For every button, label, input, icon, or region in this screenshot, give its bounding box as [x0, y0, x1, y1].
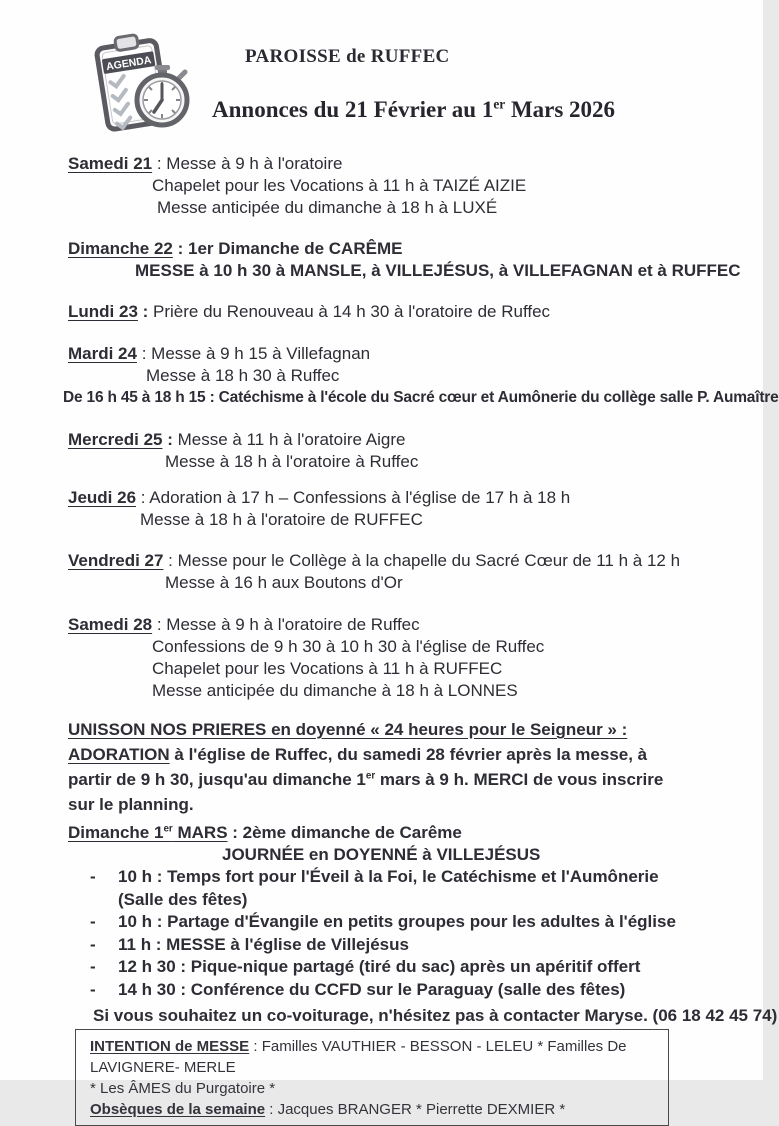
- page-title: [212, 97, 615, 123]
- intention-line: [90, 1036, 658, 1078]
- schedule-bullet: [68, 979, 693, 1002]
- day-label: Dimanche 22: [68, 239, 173, 258]
- separator: :: [265, 1101, 278, 1118]
- catechism-line: [63, 387, 779, 409]
- bullet-text: 10 h : Partage d'Évangile en petits groupes pour les adultes à l'église: [118, 912, 676, 931]
- event-text: MESSE à 10 h 30 à MANSLE, à VILLEJÉSUS, à VILLEFAGNAN et à RUFFEC: [135, 261, 741, 280]
- event-text: Messe anticipée du dimanche à 18 h à LONNES: [152, 681, 518, 700]
- carpool-notice: Si vous souhaitez un co-voiturage, n'hésitez pas à contacter Maryse. (06 18 42 45 74): [93, 1006, 778, 1025]
- day-label-pre: Dimanche 1: [68, 823, 164, 842]
- event-line: [68, 175, 693, 197]
- event-text: JOURNÉE en DOYENNÉ à VILLEJÉSUS: [222, 845, 541, 864]
- day-label-post: MARS: [172, 823, 228, 842]
- event-line: [68, 260, 741, 282]
- day-label: Jeudi 26: [68, 488, 137, 507]
- event-line: [68, 451, 693, 473]
- event-line: [68, 153, 693, 175]
- bullet-text: 12 h 30 : Pique-nique partagé (tiré du sac) après un apéritif offert: [118, 957, 641, 976]
- separator: :: [162, 430, 178, 449]
- event-dimanche-1-mars: [68, 822, 693, 1001]
- separator: :: [136, 488, 150, 507]
- bullet-dash: -: [90, 912, 96, 931]
- event-line: [68, 301, 693, 323]
- day-label: Samedi 28: [68, 615, 153, 634]
- event-text: Messe à 18 h 30 à Ruffec: [146, 366, 340, 385]
- event-text: Messe à 9 h à l'oratoire de Ruffec: [166, 615, 420, 634]
- separator: :: [249, 1038, 262, 1055]
- event-text: Messe à 18 h à l'oratoire à Ruffec: [165, 452, 419, 471]
- bullet-text: 10 h : Temps fort pour l'Éveil à la Foi, le Catéchisme et l'Aumônerie (Salle des fêtes): [118, 867, 659, 909]
- unisson-text: à l'église de Ruffec, du samedi 28 février après la messe, à partir de 9 h 30, jusqu'au dimanche 1: [68, 745, 648, 789]
- event-line: [68, 680, 693, 702]
- day-label: Lundi 23: [68, 302, 138, 321]
- event-text: Confessions de 9 h 30 à 10 h 30 à l'église de Ruffec: [152, 637, 545, 656]
- unisson-paragraph: [68, 717, 690, 817]
- event-text: Messe pour le Collège à la chapelle du Sacré Cœur de 11 h à 12 h: [177, 551, 681, 570]
- event-mercredi-25: [68, 429, 693, 473]
- agenda-icon: [86, 34, 194, 134]
- event-text: Messe à 18 h à l'oratoire de RUFFEC: [140, 510, 423, 529]
- unisson-text-end: mars à 9 h. MERCI de vous inscrire sur le planning.: [68, 770, 664, 814]
- event-text: Messe à 11 h à l'oratoire Aigre: [177, 430, 406, 449]
- schedule-bullet: [68, 866, 693, 911]
- event-line: [68, 822, 693, 844]
- unisson-sup: er: [365, 770, 376, 782]
- event-line: [68, 197, 693, 219]
- event-text: Chapelet pour les Vocations à 11 h à TAIZÉ AIZIE: [152, 176, 527, 195]
- separator: :: [152, 154, 167, 173]
- event-mardi-24: [63, 343, 779, 409]
- event-text: Chapelet pour les Vocations à 11 h à RUFFEC: [152, 659, 503, 678]
- event-text: Prière du Renouveau à 14 h 30 à l'oratoire de Ruffec: [153, 302, 551, 321]
- obseques-line: [90, 1099, 658, 1120]
- page-title-sup: er: [493, 96, 506, 112]
- event-vendredi-27: [68, 550, 693, 594]
- page-title-post: Mars 2026: [505, 97, 616, 122]
- bullet-dash: -: [90, 867, 96, 886]
- separator: :: [152, 615, 167, 634]
- day-label: Mercredi 25: [68, 430, 163, 449]
- event-line: [68, 636, 693, 658]
- bullet-text: 11 h : MESSE à l'église de Villejésus: [118, 934, 409, 954]
- event-text: Messe à 9 h 15 à Villefagnan: [151, 344, 371, 363]
- event-line: [68, 238, 693, 260]
- intention-label: INTENTION de MESSE: [90, 1038, 250, 1055]
- event-text: Messe anticipée du dimanche à 18 h à LUXÉ: [157, 198, 498, 217]
- doyenne-day-subhead: [68, 844, 693, 866]
- agenda-ribbon-label: AGENDA: [105, 54, 153, 74]
- event-dimanche-22: [68, 238, 741, 282]
- event-line: [68, 365, 693, 387]
- separator: :: [227, 823, 243, 842]
- day-label: Samedi 21: [68, 154, 153, 173]
- bullet-dash: -: [90, 957, 96, 976]
- bullet-dash: -: [90, 934, 96, 954]
- separator: :: [136, 344, 152, 363]
- event-text: De 16 h 45 à 18 h 15 : Catéchisme à l'école du Sacré cœur et Aumônerie du collège salle P. Aumaître: [63, 389, 779, 406]
- event-samedi-21: [68, 153, 693, 219]
- event-line: [68, 658, 693, 680]
- parish-title: PAROISSE de RUFFEC: [245, 46, 450, 67]
- event-text: 2ème dimanche de Carême: [242, 823, 462, 842]
- schedule-bullet: [68, 911, 693, 934]
- event-text: Messe à 9 h à l'oratoire: [166, 154, 343, 173]
- bullet-text: 14 h 30 : Conférence du CCFD sur le Paraguay (salle des fêtes): [118, 979, 626, 999]
- event-samedi-28: [68, 614, 693, 702]
- souls-line: * Les ÂMES du Purgatoire *: [90, 1080, 276, 1097]
- obseques-label: Obsèques de la semaine: [90, 1101, 266, 1118]
- event-line: [68, 487, 693, 509]
- intentions-box: [75, 1029, 669, 1126]
- bulletin-body: [63, 153, 779, 1126]
- obseques-text: Jacques BRANGER * Pierrette DEXMIER *: [277, 1101, 566, 1118]
- event-text: Messe à 16 h aux Boutons d'Or: [165, 573, 403, 592]
- event-jeudi-26: [68, 487, 693, 531]
- event-line: [68, 343, 693, 365]
- event-line: [68, 429, 693, 451]
- separator: :: [172, 239, 188, 258]
- event-line: [68, 572, 693, 594]
- page-title-pre: Annonces du 21 Février au 1: [212, 97, 494, 122]
- day-label: Mardi 24: [68, 344, 137, 363]
- day-label: Vendredi 27: [68, 551, 164, 570]
- intention-text: Familles VAUTHIER - BESSON - LELEU * Familles De LAVIGNERE- MERLE: [90, 1038, 627, 1076]
- separator: :: [137, 302, 154, 321]
- event-line: [68, 550, 693, 572]
- event-text: Adoration à 17 h – Confessions à l'église de 17 h à 18 h: [149, 488, 571, 507]
- event-lundi-23: [68, 301, 693, 323]
- bullet-dash: -: [90, 979, 96, 999]
- day-label-sup: er: [163, 823, 173, 835]
- schedule-bullet: [68, 934, 693, 957]
- separator: :: [163, 551, 178, 570]
- day-label: [68, 823, 228, 842]
- unisson-underlined: UNISSON NOS PRIERES en doyenné « 24 heures pour le Seigneur » : ADORATION: [68, 720, 628, 764]
- event-line: [68, 614, 693, 636]
- event-line: [68, 509, 693, 531]
- schedule-bullet: [68, 956, 693, 979]
- event-text: 1er Dimanche de CARÊME: [188, 239, 403, 258]
